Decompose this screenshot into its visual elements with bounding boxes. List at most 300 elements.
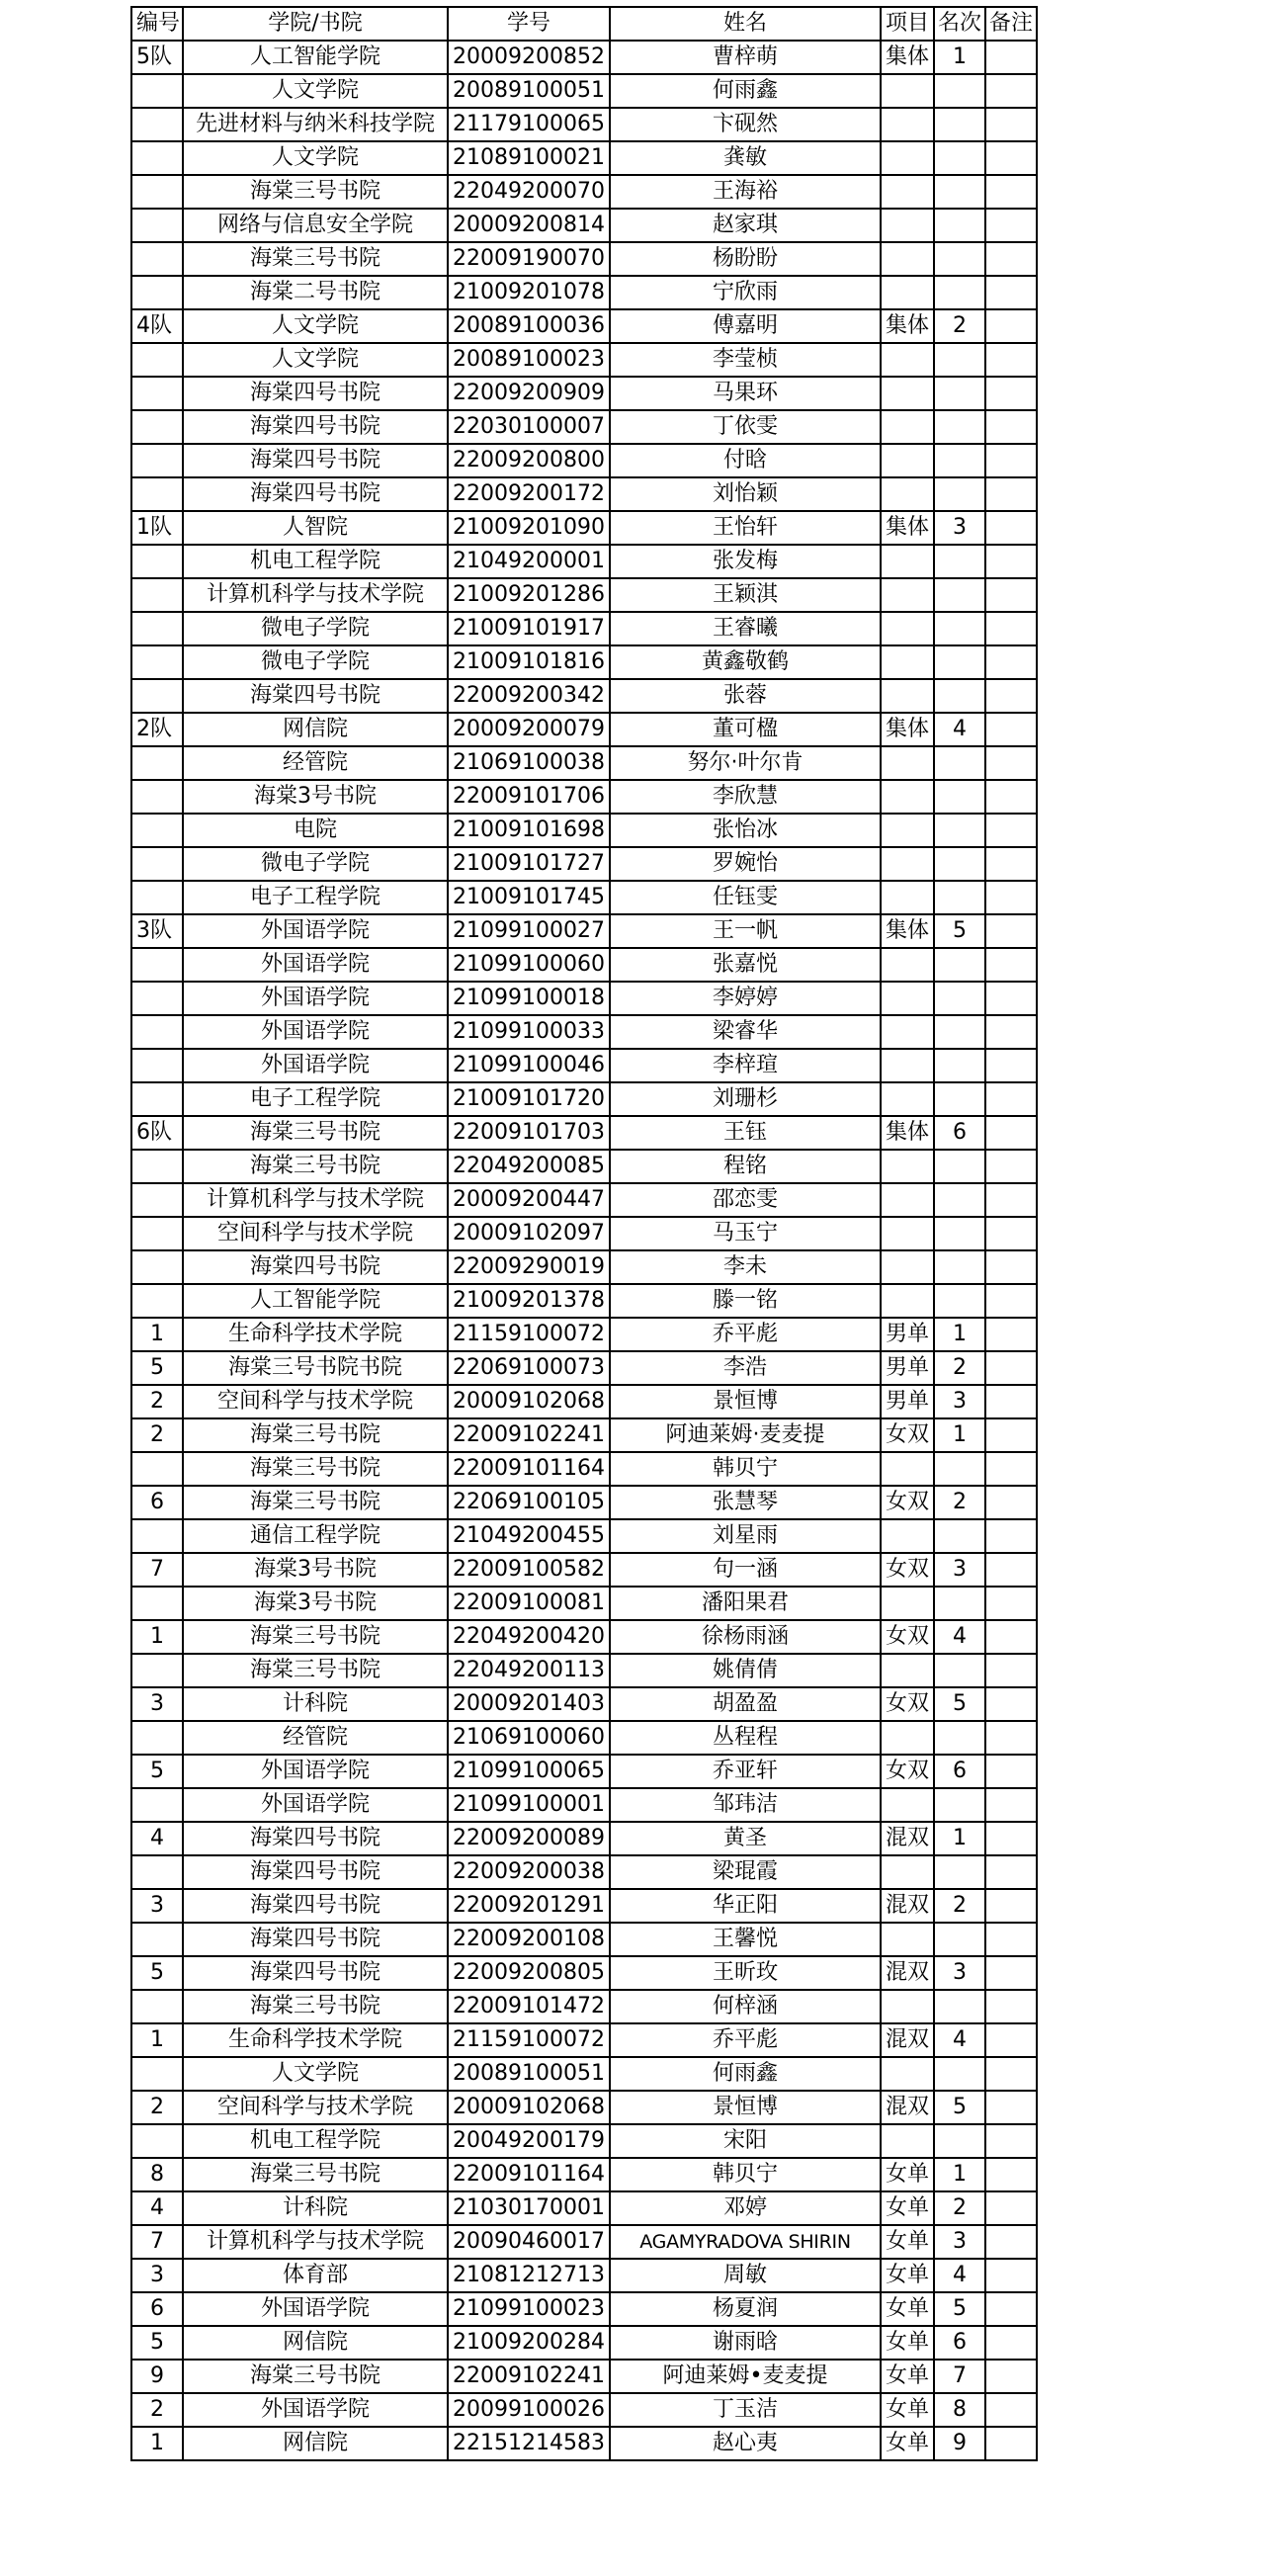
team-no-cell — [131, 1150, 183, 1183]
remarks-cell — [985, 814, 1037, 847]
name-cell: 丛程程 — [610, 1721, 881, 1755]
event-cell: 女双 — [881, 1687, 934, 1721]
event-cell — [881, 780, 934, 814]
name-cell: 宁欣雨 — [610, 276, 881, 309]
rank-cell: 3 — [934, 1956, 985, 1990]
college-cell: 外国语学院 — [183, 1015, 448, 1049]
name-cell: 任钰雯 — [610, 881, 881, 914]
student-id-cell: 20089100036 — [448, 309, 610, 343]
remarks-cell — [985, 2393, 1037, 2427]
name-cell: 张慧琴 — [610, 1486, 881, 1519]
event-cell — [881, 1217, 934, 1250]
college-cell: 海棠三号书院 — [183, 242, 448, 276]
remarks-cell — [985, 578, 1037, 612]
college-cell: 电院 — [183, 814, 448, 847]
college-cell: 微电子学院 — [183, 847, 448, 881]
remarks-cell — [985, 2292, 1037, 2326]
table-row — [131, 545, 1037, 578]
student-id-cell: 21049200455 — [448, 1519, 610, 1553]
remarks-cell — [985, 1183, 1037, 1217]
table-row — [131, 948, 1037, 982]
name-cell: 赵心夷 — [610, 2427, 881, 2460]
event-cell: 混双 — [881, 2091, 934, 2124]
team-no-cell: 9 — [131, 2360, 183, 2393]
student-id-cell: 22009290019 — [448, 1250, 610, 1284]
rank-cell — [934, 1855, 985, 1889]
name-cell: 胡盈盈 — [610, 1687, 881, 1721]
name-cell: 阿迪莱姆•麦麦提 — [610, 2360, 881, 2393]
team-no-cell — [131, 1788, 183, 1822]
team-no-cell: 3队 — [131, 914, 183, 948]
remarks-cell — [985, 2191, 1037, 2225]
event-cell — [881, 2057, 934, 2091]
remarks-cell — [985, 1855, 1037, 1889]
name-cell: 王海裕 — [610, 175, 881, 209]
table-row — [131, 780, 1037, 814]
rank-cell: 4 — [934, 1620, 985, 1654]
rank-cell — [934, 612, 985, 645]
event-cell — [881, 242, 934, 276]
team-no-cell — [131, 2057, 183, 2091]
event-cell: 女双 — [881, 1486, 934, 1519]
remarks-cell — [985, 1082, 1037, 1116]
college-cell: 海棠四号书院 — [183, 1923, 448, 1956]
event-cell — [881, 746, 934, 780]
remarks-cell — [985, 1049, 1037, 1082]
name-cell: 刘怡颖 — [610, 477, 881, 511]
rank-cell — [934, 881, 985, 914]
team-no-cell — [131, 1015, 183, 1049]
rank-cell — [934, 175, 985, 209]
student-id-cell: 21009101816 — [448, 645, 610, 679]
event-cell — [881, 881, 934, 914]
team-no-cell — [131, 847, 183, 881]
rank-cell — [934, 1015, 985, 1049]
remarks-cell — [985, 2158, 1037, 2191]
remarks-cell — [985, 2124, 1037, 2158]
name-cell: 宋阳 — [610, 2124, 881, 2158]
event-cell: 集体 — [881, 713, 934, 746]
rank-cell — [934, 982, 985, 1015]
table-row — [131, 1082, 1037, 1116]
name-cell: 李浩 — [610, 1351, 881, 1385]
college-cell: 外国语学院 — [183, 948, 448, 982]
team-no-cell: 2 — [131, 1418, 183, 1452]
table-row — [131, 2225, 1037, 2259]
team-no-cell — [131, 1990, 183, 2023]
table-row — [131, 578, 1037, 612]
rank-cell: 2 — [934, 1351, 985, 1385]
event-cell — [881, 1654, 934, 1687]
college-cell: 人文学院 — [183, 74, 448, 108]
college-cell: 人工智能学院 — [183, 1284, 448, 1318]
name-cell: 谢雨晗 — [610, 2326, 881, 2360]
rank-cell: 1 — [934, 41, 985, 74]
rank-cell — [934, 780, 985, 814]
team-no-cell: 2 — [131, 1385, 183, 1418]
college-cell: 海棠四号书院 — [183, 444, 448, 477]
name-cell: 王钰 — [610, 1116, 881, 1150]
rank-cell: 2 — [934, 309, 985, 343]
rank-cell — [934, 108, 985, 141]
rank-cell — [934, 1519, 985, 1553]
rank-cell — [934, 1250, 985, 1284]
college-cell: 人文学院 — [183, 2057, 448, 2091]
college-cell: 海棠3号书院 — [183, 1553, 448, 1587]
remarks-cell — [985, 343, 1037, 377]
name-cell: 王颖淇 — [610, 578, 881, 612]
event-cell — [881, 209, 934, 242]
remarks-cell — [985, 108, 1037, 141]
team-no-cell — [131, 948, 183, 982]
team-no-cell — [131, 477, 183, 511]
table-row — [131, 1049, 1037, 1082]
team-no-cell: 1 — [131, 1318, 183, 1351]
remarks-cell — [985, 242, 1037, 276]
event-cell — [881, 1082, 934, 1116]
college-cell: 网信院 — [183, 713, 448, 746]
name-cell: 张发梅 — [610, 545, 881, 578]
student-id-cell: 21009101720 — [448, 1082, 610, 1116]
student-id-cell: 22009200172 — [448, 477, 610, 511]
team-no-cell: 5 — [131, 1755, 183, 1788]
event-cell: 男单 — [881, 1385, 934, 1418]
team-no-cell: 8 — [131, 2158, 183, 2191]
name-cell: 龚敏 — [610, 141, 881, 175]
team-no-cell: 2 — [131, 2393, 183, 2427]
college-cell: 海棠三号书院 — [183, 1452, 448, 1486]
table-row — [131, 1687, 1037, 1721]
name-cell: 李未 — [610, 1250, 881, 1284]
student-id-cell: 22009100582 — [448, 1553, 610, 1587]
college-cell: 网信院 — [183, 2427, 448, 2460]
rank-cell: 6 — [934, 2326, 985, 2360]
event-cell — [881, 141, 934, 175]
name-cell: 卞砚然 — [610, 108, 881, 141]
college-cell: 生命科学技术学院 — [183, 2023, 448, 2057]
college-cell: 空间科学与技术学院 — [183, 1385, 448, 1418]
student-id-cell: 20009200079 — [448, 713, 610, 746]
rank-cell: 5 — [934, 914, 985, 948]
college-cell: 海棠三号书院 — [183, 1116, 448, 1150]
student-id-cell: 22009200108 — [448, 1923, 610, 1956]
name-cell: 王一帆 — [610, 914, 881, 948]
remarks-cell — [985, 1150, 1037, 1183]
college-cell: 海棠三号书院 — [183, 1150, 448, 1183]
event-cell — [881, 1150, 934, 1183]
team-no-cell — [131, 982, 183, 1015]
header-row — [131, 7, 1037, 41]
team-no-cell: 5 — [131, 2326, 183, 2360]
name-cell: 景恒博 — [610, 2091, 881, 2124]
remarks-cell — [985, 1519, 1037, 1553]
college-cell: 海棠3号书院 — [183, 1587, 448, 1620]
table-row — [131, 1654, 1037, 1687]
team-no-cell — [131, 1519, 183, 1553]
rank-cell — [934, 1654, 985, 1687]
table-row — [131, 1250, 1037, 1284]
team-no-cell: 6 — [131, 1486, 183, 1519]
rank-cell — [934, 2057, 985, 2091]
remarks-cell — [985, 276, 1037, 309]
name-cell: 刘星雨 — [610, 1519, 881, 1553]
table-row — [131, 1956, 1037, 1990]
remarks-cell — [985, 511, 1037, 545]
college-cell: 人文学院 — [183, 309, 448, 343]
name-cell: 何雨鑫 — [610, 2057, 881, 2091]
table-row — [131, 1284, 1037, 1318]
rank-cell — [934, 1452, 985, 1486]
name-cell: 梁睿华 — [610, 1015, 881, 1049]
table-row — [131, 343, 1037, 377]
table-row — [131, 74, 1037, 108]
student-id-cell: 21081212713 — [448, 2259, 610, 2292]
team-no-cell — [131, 1250, 183, 1284]
remarks-cell — [985, 746, 1037, 780]
name-cell: 李梓瑄 — [610, 1049, 881, 1082]
college-cell: 计科院 — [183, 1687, 448, 1721]
student-id-cell: 20089100023 — [448, 343, 610, 377]
name-cell: 傅嘉明 — [610, 309, 881, 343]
rank-cell — [934, 276, 985, 309]
team-no-cell — [131, 1217, 183, 1250]
rank-cell — [934, 1587, 985, 1620]
name-cell: 李莹桢 — [610, 343, 881, 377]
rank-cell — [934, 746, 985, 780]
event-cell: 集体 — [881, 309, 934, 343]
rank-cell — [934, 679, 985, 713]
student-id-cell: 22009101706 — [448, 780, 610, 814]
rank-cell — [934, 847, 985, 881]
student-id-cell: 21099100001 — [448, 1788, 610, 1822]
remarks-cell — [985, 679, 1037, 713]
remarks-cell — [985, 1889, 1037, 1923]
table-row — [131, 410, 1037, 444]
rank-cell — [934, 1150, 985, 1183]
student-id-cell: 22009200909 — [448, 377, 610, 410]
name-cell: 张怡冰 — [610, 814, 881, 847]
rank-cell — [934, 1049, 985, 1082]
student-id-cell: 21099100027 — [448, 914, 610, 948]
student-id-cell: 21009201090 — [448, 511, 610, 545]
name-cell: AGAMYRADOVA SHIRIN — [610, 2225, 881, 2259]
student-id-cell: 20009200852 — [448, 41, 610, 74]
team-no-cell — [131, 276, 183, 309]
table-row — [131, 814, 1037, 847]
name-cell: 王馨悦 — [610, 1923, 881, 1956]
college-cell: 海棠四号书院 — [183, 1855, 448, 1889]
name-cell: 罗婉怡 — [610, 847, 881, 881]
name-cell: 李欣慧 — [610, 780, 881, 814]
table-row — [131, 41, 1037, 74]
rank-cell: 7 — [934, 2360, 985, 2393]
remarks-cell — [985, 780, 1037, 814]
student-id-cell: 22009102241 — [448, 1418, 610, 1452]
college-cell: 海棠3号书院 — [183, 780, 448, 814]
name-cell: 景恒博 — [610, 1385, 881, 1418]
team-no-cell — [131, 1049, 183, 1082]
college-cell: 机电工程学院 — [183, 545, 448, 578]
team-no-cell — [131, 175, 183, 209]
table-row — [131, 982, 1037, 1015]
college-cell: 外国语学院 — [183, 1755, 448, 1788]
name-cell: 何梓涵 — [610, 1990, 881, 2023]
name-cell: 邓婷 — [610, 2191, 881, 2225]
remarks-cell — [985, 1452, 1037, 1486]
team-no-cell: 5 — [131, 1351, 183, 1385]
table-row — [131, 2191, 1037, 2225]
name-cell: 王怡轩 — [610, 511, 881, 545]
table-row — [131, 2057, 1037, 2091]
rank-cell: 2 — [934, 1486, 985, 1519]
rank-cell — [934, 578, 985, 612]
event-cell — [881, 477, 934, 511]
student-id-cell: 21099100033 — [448, 1015, 610, 1049]
remarks-cell — [985, 1015, 1037, 1049]
team-no-cell — [131, 141, 183, 175]
table-row — [131, 309, 1037, 343]
remarks-cell — [985, 41, 1037, 74]
college-cell: 海棠三号书院 — [183, 2360, 448, 2393]
event-cell: 女单 — [881, 2225, 934, 2259]
team-no-cell — [131, 746, 183, 780]
rank-cell — [934, 242, 985, 276]
rank-cell — [934, 1217, 985, 1250]
rank-cell — [934, 1721, 985, 1755]
student-id-cell: 20089100051 — [448, 2057, 610, 2091]
student-id-cell: 21069100060 — [448, 1721, 610, 1755]
event-cell — [881, 410, 934, 444]
remarks-cell — [985, 645, 1037, 679]
college-cell: 海棠四号书院 — [183, 477, 448, 511]
name-cell: 张蓉 — [610, 679, 881, 713]
team-no-cell: 6队 — [131, 1116, 183, 1150]
team-no-cell — [131, 545, 183, 578]
student-id-cell: 21049200001 — [448, 545, 610, 578]
student-id-cell: 22009200342 — [448, 679, 610, 713]
event-cell — [881, 377, 934, 410]
event-cell: 女双 — [881, 1418, 934, 1452]
college-cell: 海棠四号书院 — [183, 410, 448, 444]
team-no-cell — [131, 1855, 183, 1889]
remarks-cell — [985, 612, 1037, 645]
event-cell — [881, 679, 934, 713]
student-id-cell: 22009102241 — [448, 2360, 610, 2393]
rank-cell: 4 — [934, 713, 985, 746]
event-cell — [881, 847, 934, 881]
student-id-cell: 21159100072 — [448, 1318, 610, 1351]
table-row — [131, 242, 1037, 276]
rank-cell — [934, 545, 985, 578]
header-event: 项目 — [881, 7, 934, 41]
name-cell: 黄鑫敬鹤 — [610, 645, 881, 679]
table-row — [131, 1519, 1037, 1553]
student-id-cell: 21099100046 — [448, 1049, 610, 1082]
event-cell — [881, 276, 934, 309]
remarks-cell — [985, 914, 1037, 948]
remarks-cell — [985, 2023, 1037, 2057]
team-no-cell — [131, 242, 183, 276]
remarks-cell — [985, 175, 1037, 209]
name-cell: 丁依雯 — [610, 410, 881, 444]
remarks-cell — [985, 1721, 1037, 1755]
team-no-cell: 1队 — [131, 511, 183, 545]
remarks-cell — [985, 1250, 1037, 1284]
event-cell — [881, 175, 934, 209]
college-cell: 体育部 — [183, 2259, 448, 2292]
student-id-cell: 22009101164 — [448, 1452, 610, 1486]
event-cell — [881, 578, 934, 612]
college-cell: 经管院 — [183, 1721, 448, 1755]
rank-cell — [934, 1990, 985, 2023]
header-name: 姓名 — [610, 7, 881, 41]
table-row — [131, 2124, 1037, 2158]
remarks-cell — [985, 1788, 1037, 1822]
event-cell: 女单 — [881, 2326, 934, 2360]
event-cell: 女单 — [881, 2360, 934, 2393]
student-id-cell: 21099100065 — [448, 1755, 610, 1788]
college-cell: 人文学院 — [183, 141, 448, 175]
team-no-cell — [131, 578, 183, 612]
team-no-cell — [131, 1654, 183, 1687]
name-cell: 韩贝宁 — [610, 1452, 881, 1486]
student-id-cell: 22009101703 — [448, 1116, 610, 1150]
team-no-cell — [131, 74, 183, 108]
student-id-cell: 20009201403 — [448, 1687, 610, 1721]
name-cell: 滕一铭 — [610, 1284, 881, 1318]
team-no-cell — [131, 444, 183, 477]
event-cell: 集体 — [881, 511, 934, 545]
remarks-cell — [985, 2091, 1037, 2124]
student-id-cell: 20009102068 — [448, 2091, 610, 2124]
event-cell — [881, 74, 934, 108]
team-no-cell — [131, 1721, 183, 1755]
team-no-cell: 1 — [131, 2427, 183, 2460]
college-cell: 海棠四号书院 — [183, 679, 448, 713]
event-cell — [881, 2124, 934, 2158]
name-cell: 黄圣 — [610, 1822, 881, 1855]
table-row — [131, 746, 1037, 780]
college-cell: 微电子学院 — [183, 645, 448, 679]
college-cell: 通信工程学院 — [183, 1519, 448, 1553]
student-id-cell: 20009200814 — [448, 209, 610, 242]
rank-cell — [934, 74, 985, 108]
student-id-cell: 21009101745 — [448, 881, 610, 914]
remarks-cell — [985, 141, 1037, 175]
college-cell: 计算机科学与技术学院 — [183, 578, 448, 612]
college-cell: 海棠二号书院 — [183, 276, 448, 309]
remarks-cell — [985, 2326, 1037, 2360]
team-no-cell — [131, 1183, 183, 1217]
table-row — [131, 2427, 1037, 2460]
college-cell: 海棠三号书院 — [183, 1418, 448, 1452]
remarks-cell — [985, 309, 1037, 343]
student-id-cell: 21099100023 — [448, 2292, 610, 2326]
rank-cell: 4 — [934, 2023, 985, 2057]
remarks-cell — [985, 881, 1037, 914]
student-id-cell: 21009101917 — [448, 612, 610, 645]
team-no-cell: 3 — [131, 1687, 183, 1721]
student-id-cell: 22009190070 — [448, 242, 610, 276]
rank-cell: 9 — [934, 2427, 985, 2460]
rank-cell: 1 — [934, 1822, 985, 1855]
table-row — [131, 1587, 1037, 1620]
event-cell — [881, 1788, 934, 1822]
name-cell: 华正阳 — [610, 1889, 881, 1923]
rank-cell — [934, 343, 985, 377]
team-no-cell: 3 — [131, 2259, 183, 2292]
name-cell: 乔亚轩 — [610, 1755, 881, 1788]
